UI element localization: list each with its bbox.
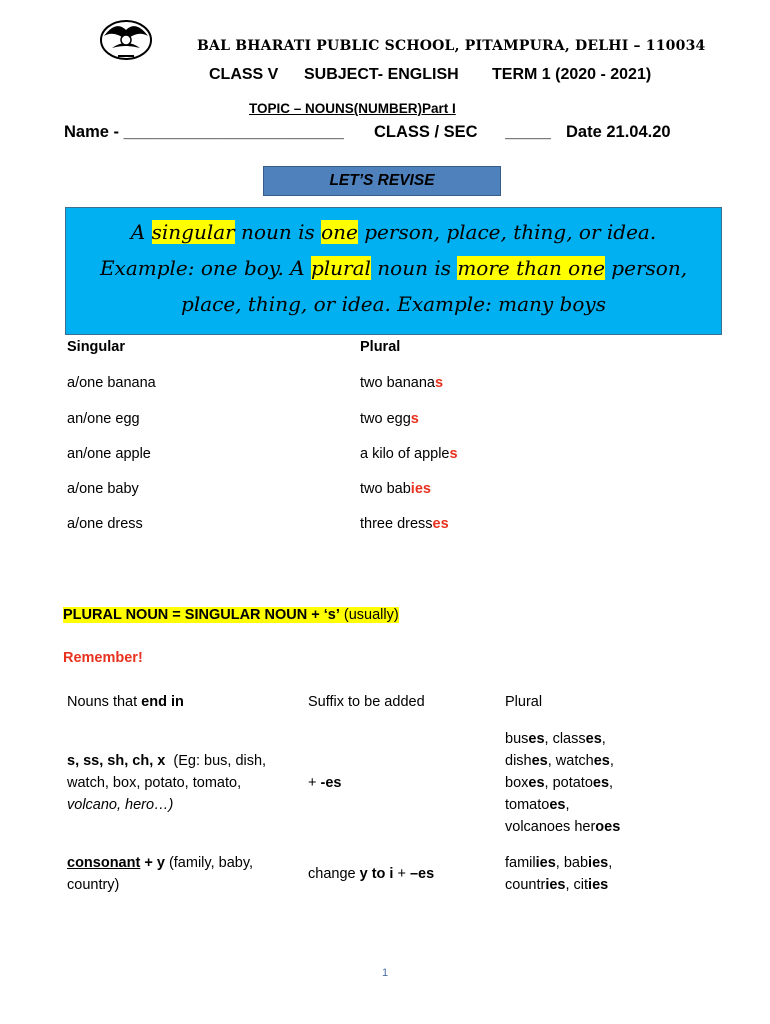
highlight-singular: singular	[151, 220, 235, 244]
singular-cell: a/one banana	[67, 375, 156, 391]
page-number: 1	[381, 967, 389, 979]
plural-cell: a kilo of apples	[360, 446, 458, 462]
singular-cell: a/one dress	[67, 516, 143, 532]
suffix-header: Suffix to be added	[308, 694, 425, 710]
plural-col-header: Plural	[505, 694, 543, 710]
plural-cell: two bananas	[360, 375, 444, 391]
highlight-more-than-one: more than one	[457, 256, 605, 280]
singular-cell: an/one apple	[67, 446, 151, 462]
plural-examples-2: families, babies, countries, cities	[505, 855, 613, 893]
suffix-cell-1: + -es	[308, 775, 342, 791]
singular-cell: a/one baby	[67, 481, 139, 497]
class-label: CLASS V	[209, 66, 279, 83]
term-label: TERM 1 (2020 - 2021)	[492, 66, 652, 83]
school-logo	[98, 16, 154, 62]
class-section-field: CLASS / SEC _____	[374, 123, 551, 141]
plural-rule: PLURAL NOUN = SINGULAR NOUN + ‘s’ (usually)	[63, 607, 399, 623]
plural-cell: two babies	[360, 481, 431, 497]
remember-heading: Remember!	[63, 650, 143, 666]
date-label: Date 21.04.20	[566, 123, 671, 141]
highlight-plural: plural	[310, 256, 371, 280]
ends-in-header: Nouns that end in	[67, 694, 184, 710]
definition-box	[65, 207, 722, 335]
plural-cell: two eggs	[360, 411, 419, 427]
plural-header: Plural	[360, 339, 401, 355]
highlight-one: one	[321, 220, 358, 244]
plural-cell: three dresses	[360, 516, 449, 532]
ends-in-cell-1: s, ss, sh, ch, x (Eg: bus, dish, watch, box, potato, tomato, volcano, hero…)	[67, 753, 267, 813]
topic-title: TOPIC – NOUNS(NUMBER)Part I	[249, 101, 456, 116]
school-name: BAL BHARATI PUBLIC SCHOOL, PITAMPURA, DELHI – 110034	[197, 38, 706, 54]
name-field: Name - ________________________	[64, 123, 344, 141]
ends-in-cell-2: consonant + y (family, baby, country)	[67, 855, 254, 893]
definition-line-1: A singular noun is one person, place, thing, or idea.	[130, 220, 657, 244]
subject-label: SUBJECT- ENGLISH	[304, 66, 459, 83]
suffix-cell-2: change y to i + –es	[308, 866, 435, 882]
definition-line-3: place, thing, or idea. Example: many boys	[181, 292, 606, 316]
singular-header: Singular	[67, 339, 126, 355]
lets-revise-banner: LET’S REVISE	[263, 166, 501, 196]
singular-cell: an/one egg	[67, 411, 140, 427]
definition-line-2: Example: one boy. A plural noun is more than one person,	[99, 256, 688, 280]
plural-examples-1: buses, classes, dishes, watches, boxes, potatoes, tomatoes, volcanoes heroes	[505, 731, 621, 835]
